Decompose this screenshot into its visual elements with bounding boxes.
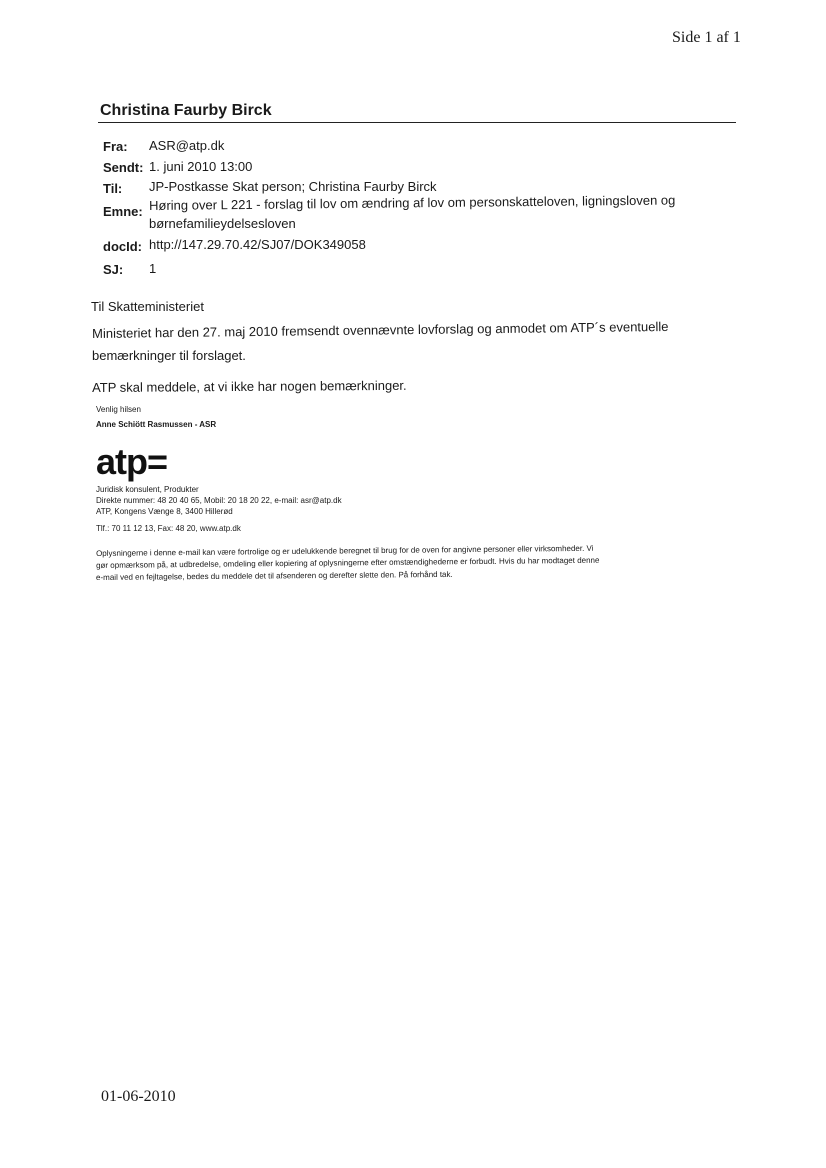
signature-phones: Direkte nummer: 48 20 40 65, Mobil: 20 18 20 22, e-mail: asr@atp.dk <box>96 496 342 505</box>
signature-greeting: Venlig hilsen <box>96 405 141 414</box>
signature-title: Juridisk konsulent, Produkter <box>96 485 199 494</box>
body-paragraph-1-line2: bemærkninger til forslaget. <box>92 348 246 363</box>
docid-value: http://147.29.70.42/SJ07/DOK349058 <box>149 237 366 252</box>
signature-address: ATP, Kongens Vænge 8, 3400 Hillerød <box>96 507 233 516</box>
signature-name: Anne Schiött Rasmussen - ASR <box>96 420 217 429</box>
docid-label: docId: <box>103 239 142 254</box>
sj-value: 1 <box>149 261 157 276</box>
sj-label: SJ: <box>103 262 124 277</box>
salutation: Til Skatteministeriet <box>91 299 204 314</box>
signature-contact: Tlf.: 70 11 12 13, Fax: 48 20, www.atp.dk <box>96 524 241 533</box>
disclaimer-line2: gør opmærksom på, at udbredelse, omdeling eller kopiering af oplysningerne efter omstændighederne er forbudt. Hvis du har modtaget denne <box>96 555 600 570</box>
sent-value: 1. juni 2010 13:00 <box>149 159 253 174</box>
subject-value-line1: Høring over L 221 - forslag til lov om ændring af lov om personskatteloven, ligningsloven og <box>149 192 676 213</box>
subject-value-line2: børnefamilieydelsesloven <box>149 216 296 231</box>
to-value: JP-Postkasse Skat person; Christina Faurby Birck <box>149 179 437 194</box>
footer-date: 01-06-2010 <box>101 1088 176 1105</box>
to-label: Til: <box>103 181 123 196</box>
atp-logo: atp= <box>96 441 168 482</box>
subject-label: Emne: <box>103 204 143 219</box>
body-paragraph-2: ATP skal meddele, at vi ikke har nogen bemærkninger. <box>92 377 407 395</box>
page-number: Side 1 af 1 <box>672 29 741 46</box>
from-label: Fra: <box>103 139 128 154</box>
disclaimer-line1: Oplysningerne i denne e-mail kan være fortrolige og er udelukkende beregnet til brug for de oven for angivne personer eller virksomheder. Vi <box>96 543 594 558</box>
header-divider <box>98 122 736 123</box>
sent-label: Sendt: <box>103 160 144 175</box>
from-value: ASR@atp.dk <box>149 138 225 153</box>
disclaimer-line3: e-mail ved en fejltagelse, bedes du meddele det til afsenderen og derefter slette den. På forhånd tak. <box>96 569 453 582</box>
sender-name: Christina Faurby Birck <box>100 102 272 119</box>
body-paragraph-1-line1: Ministeriet har den 27. maj 2010 fremsendt ovennævnte lovforslag og anmodet om ATP´s eventuelle <box>92 318 669 341</box>
